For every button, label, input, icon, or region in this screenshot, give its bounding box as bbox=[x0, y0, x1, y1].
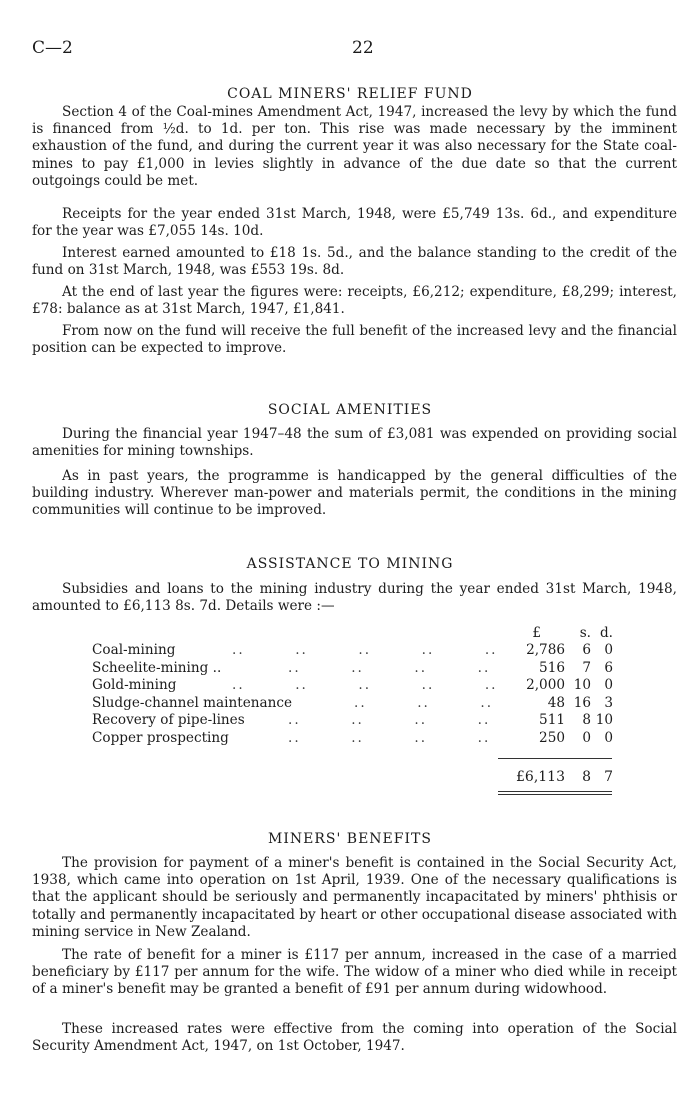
row-label: Scheelite-mining .. bbox=[92, 659, 222, 676]
row-pence: 3 bbox=[604, 694, 613, 711]
total-double-rule bbox=[498, 791, 612, 795]
table-row bbox=[92, 695, 612, 713]
total-rule bbox=[498, 758, 612, 759]
table-row bbox=[92, 660, 612, 678]
row-pounds: 2,786 bbox=[526, 642, 565, 658]
table-total-row bbox=[92, 769, 612, 787]
table-row bbox=[92, 730, 612, 748]
shillings-column-header: s. bbox=[579, 625, 591, 641]
row-label: Copper prospecting bbox=[92, 729, 229, 746]
coal-fund-paragraph-1: Section 4 of the Coal-mines Amendment Act, 1947, increased the levy by which the fund is financed from ½d. to 1d. per ton. This rise was made necessary by the imminent exhaustion of the fund, and during the current year it was also necessary for the State coal-mines to pay £1,000 in levies slightly in advance of the due date so that the current outgoings could be met. bbox=[32, 104, 677, 189]
row-pounds: 48 bbox=[547, 694, 565, 711]
social-amenities-paragraph-2: As in past years, the programme is handicapped by the general difficulties of the building industry. Wherever man-power and materials permit, the conditions in the mining communities will continue to be improved. bbox=[32, 468, 677, 519]
row-pounds: 250 bbox=[539, 729, 565, 746]
row-pence: 0 bbox=[604, 642, 613, 658]
assistance-heading: ASSISTANCE TO MINING bbox=[246, 556, 454, 572]
table-header bbox=[92, 625, 612, 642]
row-label: Sludge-channel maintenance bbox=[92, 694, 293, 711]
leader-dots: .. .. .. bbox=[354, 694, 494, 711]
row-pounds: 2,000 bbox=[526, 677, 565, 693]
page-number: 22 bbox=[352, 38, 374, 58]
leader-dots: .. .. .. .. bbox=[288, 659, 491, 676]
row-pounds: 516 bbox=[539, 659, 565, 676]
table-row bbox=[92, 642, 612, 660]
row-label: Recovery of pipe-lines bbox=[92, 712, 245, 728]
leader-dots: .. .. .. .. .. bbox=[232, 677, 498, 693]
row-pence: 0 bbox=[604, 729, 613, 746]
row-pence: 10 bbox=[595, 712, 613, 728]
leader-dots: .. .. .. .. .. bbox=[232, 642, 498, 658]
pounds-column-header: £ bbox=[532, 625, 541, 641]
total-pounds: £6,113 bbox=[516, 769, 565, 785]
coal-fund-paragraph-5: From now on the fund will receive the full benefit of the increased levy and the financial position can be expected to improve. bbox=[32, 323, 677, 357]
row-pence: 0 bbox=[604, 677, 613, 693]
miners-benefits-paragraph-2: The rate of benefit for a miner is £117 per annum, increased in the case of a married beneficiary by £117 per annum for the wife. The widow of a miner who died while in receipt of a miner's benefit may be granted a benefit of £91 per annum during widowhood. bbox=[32, 947, 677, 998]
assistance-table bbox=[92, 625, 612, 747]
coal-fund-heading: COAL MINERS' RELIEF FUND bbox=[227, 86, 473, 102]
row-shillings: 0 bbox=[582, 729, 591, 746]
leader-dots: .. .. .. .. bbox=[288, 729, 491, 746]
total-shillings: 8 bbox=[582, 769, 591, 785]
row-pence: 6 bbox=[604, 659, 613, 676]
coal-fund-paragraph-4: At the end of last year the figures were: receipts, £6,212; expenditure, £8,299; interest, £78: balance as at 31st March, 1947, £1,841. bbox=[32, 284, 677, 318]
miners-benefits-paragraph-1: The provision for payment of a miner's benefit is contained in the Social Security Act, 1938, which came into operation on 1st April, 1939. One of the necessary qualifications is that the applicant should be seriously and permanently incapacitated by miners' phthisis or totally and permanently incapacitated by heart or other occupational disease associated with mining service in New Zealand. bbox=[32, 855, 677, 940]
row-pounds: 511 bbox=[539, 712, 565, 728]
social-amenities-paragraph-1: During the financial year 1947–48 the sum of £3,081 was expended on providing social amenities for mining townships. bbox=[32, 426, 677, 460]
coal-fund-paragraph-3: Interest earned amounted to £18 1s. 5d., and the balance standing to the credit of the fund on 31st March, 1948, was £553 19s. 8d. bbox=[32, 245, 677, 279]
row-shillings: 7 bbox=[582, 659, 591, 676]
total-pence: 7 bbox=[604, 769, 613, 785]
row-label: Gold-mining bbox=[92, 677, 177, 693]
row-shillings: 10 bbox=[573, 677, 591, 693]
row-label: Coal-mining bbox=[92, 642, 176, 658]
coal-fund-paragraph-2: Receipts for the year ended 31st March, 1948, were £5,749 13s. 6d., and expenditure for the year was £7,055 14s. 10d. bbox=[32, 206, 677, 240]
table-row bbox=[92, 712, 612, 730]
row-shillings: 6 bbox=[582, 642, 591, 658]
leader-dots: .. .. .. .. bbox=[288, 712, 491, 728]
row-shillings: 8 bbox=[582, 712, 591, 728]
miners-benefits-heading: MINERS' BENEFITS bbox=[268, 831, 432, 847]
page-header bbox=[32, 38, 668, 62]
social-amenities-heading: SOCIAL AMENITIES bbox=[267, 402, 433, 418]
pence-column-header: d. bbox=[599, 625, 613, 641]
assistance-paragraph-1: Subsidies and loans to the mining industry during the year ended 31st March, 1948, amounted to £6,113 8s. 7d. Details were :— bbox=[32, 581, 677, 615]
miners-benefits-paragraph-3: These increased rates were effective from the coming into operation of the Social Security Amendment Act, 1947, on 1st October, 1947. bbox=[32, 1021, 677, 1055]
report-reference: C—2 bbox=[32, 38, 73, 58]
table-row bbox=[92, 677, 612, 695]
row-shillings: 16 bbox=[573, 694, 591, 711]
